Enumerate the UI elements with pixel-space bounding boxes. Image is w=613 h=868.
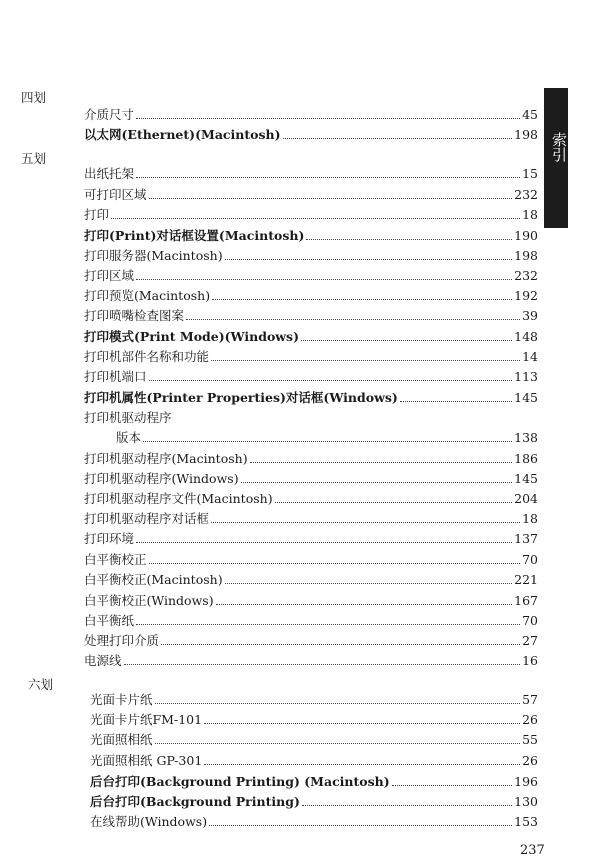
- index-entry-page: 196: [514, 774, 538, 789]
- index-entry: [84, 106, 538, 124]
- dot-leader: [216, 604, 513, 605]
- index-entry-page: 18: [522, 511, 538, 526]
- index-entry: [90, 773, 538, 791]
- index-entry: [84, 409, 538, 427]
- dot-leader: [306, 239, 512, 240]
- section-heading-five-strokes: 五划: [21, 151, 47, 166]
- index-entry-term: 打印服务器(Macintosh): [84, 248, 223, 263]
- index-entry: [116, 429, 538, 447]
- index-entry: [84, 267, 538, 285]
- index-entry-page: 130: [514, 794, 538, 809]
- index-entry: [84, 287, 538, 305]
- dot-leader: [301, 340, 512, 341]
- dot-leader: [225, 259, 513, 260]
- dot-leader: [111, 218, 520, 219]
- index-entry-term: 出纸托架: [84, 166, 135, 181]
- dot-leader: [136, 177, 520, 178]
- dot-leader: [149, 380, 513, 381]
- index-entry: [90, 691, 538, 709]
- index-entry: [90, 813, 538, 831]
- index-entry-term: 电源线: [84, 653, 122, 668]
- dot-leader: [143, 441, 512, 442]
- index-entry: [84, 652, 538, 670]
- index-entry-term: 后台打印(Background Printing): [90, 794, 300, 809]
- index-entry: [84, 389, 538, 407]
- index-entry-page: 153: [514, 814, 538, 829]
- index-entry: [84, 227, 538, 245]
- index-entry: [84, 368, 538, 386]
- index-entry-term: 打印机端口: [84, 369, 147, 384]
- index-entry: [90, 752, 538, 770]
- index-entry-term: 打印机驱动程序(Windows): [84, 471, 239, 486]
- dot-leader: [136, 118, 520, 119]
- index-entry-term: 版本: [116, 430, 142, 445]
- index-entry: [84, 632, 538, 650]
- index-entry-page: 137: [514, 531, 538, 546]
- index-entry-page: 192: [514, 288, 538, 303]
- index-entry-term: 打印机驱动程序对话框: [84, 511, 210, 526]
- index-entry-page: 190: [514, 228, 538, 243]
- index-entry-term: 打印预览(Macintosh): [84, 288, 211, 303]
- index-entry-page: 14: [522, 349, 538, 364]
- index-entry-term: 打印机部件名称和功能: [84, 349, 210, 364]
- dot-leader: [212, 299, 512, 300]
- index-entry: [84, 307, 538, 325]
- index-entry: [84, 571, 538, 589]
- index-entry: [84, 165, 538, 183]
- index-entry-page: 26: [522, 712, 538, 727]
- index-entry-term: 白平衡校正(Windows): [84, 593, 214, 608]
- index-entry-term: 打印机驱动程序(Macintosh): [84, 451, 248, 466]
- index-entry-term: 白平衡校正: [84, 552, 147, 567]
- index-entry-term: 打印机驱动程序文件(Macintosh): [84, 491, 273, 506]
- dot-leader: [400, 401, 512, 402]
- index-entry-page: 70: [522, 613, 538, 628]
- dot-leader: [186, 319, 520, 320]
- index-entry-page: 55: [522, 732, 538, 747]
- dot-leader: [204, 723, 520, 724]
- index-entry-page: 39: [522, 308, 538, 323]
- index-entry-term: 打印环境: [84, 531, 135, 546]
- page-number: 237: [520, 843, 545, 858]
- index-entry: [84, 551, 538, 569]
- dot-leader: [225, 583, 513, 584]
- index-entry: [84, 328, 538, 346]
- index-entry-page: 138: [514, 430, 538, 445]
- index-entry-term: 打印机驱动程序: [84, 410, 172, 425]
- index-entry-term: 光面卡片纸: [90, 692, 153, 707]
- index-entry-term: 可打印区域: [84, 187, 147, 202]
- index-entry: [84, 348, 538, 366]
- index-entry-page: 167: [514, 593, 538, 608]
- index-entry-page: 198: [514, 248, 538, 263]
- index-tab-label: 索引: [550, 132, 568, 162]
- index-entry-term: 在线帮助(Windows): [90, 814, 208, 829]
- index-entry-page: 26: [522, 753, 538, 768]
- dot-leader: [275, 502, 513, 503]
- dot-leader: [302, 805, 512, 806]
- index-entry: [84, 247, 538, 265]
- dot-leader: [204, 764, 520, 765]
- index-entry-term: 光面照相纸 GP-301: [90, 753, 203, 768]
- index-entry-page: 145: [514, 471, 538, 486]
- index-entry-page: 198: [514, 127, 538, 142]
- dot-leader: [155, 703, 521, 704]
- index-entry-page: 113: [514, 369, 538, 384]
- index-entry-page: 145: [514, 390, 538, 405]
- dot-leader: [250, 462, 513, 463]
- index-entry-page: 16: [522, 653, 538, 668]
- index-entry: [84, 450, 538, 468]
- index-entry: [84, 592, 538, 610]
- dot-leader: [241, 482, 513, 483]
- index-entry-page: 232: [514, 268, 538, 283]
- index-entry: [90, 731, 538, 749]
- index-entry-page: 57: [522, 692, 538, 707]
- index-entry-page: 204: [514, 491, 538, 506]
- index-entry-page: 148: [514, 329, 538, 344]
- dot-leader: [136, 542, 512, 543]
- index-entry: [84, 612, 538, 630]
- section-heading-four-strokes: 四划: [21, 90, 47, 105]
- index-entry-term: 打印(Print)对话框设置(Macintosh): [84, 228, 305, 243]
- dot-leader: [149, 563, 521, 564]
- section-heading-six-strokes: 六划: [28, 677, 54, 692]
- index-entry-page: 186: [514, 451, 538, 466]
- index-entry: [84, 126, 538, 144]
- index-entry: [84, 186, 538, 204]
- index-entry: [84, 206, 538, 224]
- dot-leader: [136, 624, 520, 625]
- index-entry-term: 介质尺寸: [84, 107, 135, 122]
- index-entry-term: 处理打印介质: [84, 633, 160, 648]
- index-side-tab: [544, 88, 568, 228]
- dot-leader: [211, 360, 520, 361]
- index-entry-page: 45: [522, 107, 538, 122]
- dot-leader: [124, 664, 521, 665]
- index-entry-term: 打印区域: [84, 268, 135, 283]
- index-entry-term: 白平衡校正(Macintosh): [84, 572, 223, 587]
- index-entry-term: 以太网(Ethernet)(Macintosh): [84, 127, 281, 142]
- index-entry-term: 光面照相纸: [90, 732, 153, 747]
- index-entry: [84, 510, 538, 528]
- dot-leader: [161, 644, 520, 645]
- index-entry: [84, 470, 538, 488]
- dot-leader: [155, 743, 521, 744]
- index-entry-page: 221: [514, 572, 538, 587]
- dot-leader: [149, 198, 513, 199]
- index-entry-term: 打印: [84, 207, 110, 222]
- index-entry-term: 后台打印(Background Printing) (Macintosh): [90, 774, 390, 789]
- dot-leader: [209, 825, 512, 826]
- index-entry-page: 232: [514, 187, 538, 202]
- dot-leader: [211, 522, 520, 523]
- index-entry-page: 27: [522, 633, 538, 648]
- index-entry: [90, 711, 538, 729]
- dot-leader: [136, 279, 512, 280]
- index-entry: [84, 490, 538, 508]
- dot-leader: [392, 785, 512, 786]
- index-entry: [84, 530, 538, 548]
- index-entry-page: 70: [522, 552, 538, 567]
- index-entry-term: 白平衡纸: [84, 613, 135, 628]
- index-entry-term: 打印模式(Print Mode)(Windows): [84, 329, 300, 344]
- index-entry-term: 光面卡片纸FM-101: [90, 712, 203, 727]
- index-entry-term: 打印喷嘴检查图案: [84, 308, 185, 323]
- index-entry: [90, 793, 538, 811]
- dot-leader: [283, 138, 513, 139]
- index-entry-page: 15: [522, 166, 538, 181]
- index-entry-term: 打印机属性(Printer Properties)对话框(Windows): [84, 390, 398, 405]
- index-entry-page: 18: [522, 207, 538, 222]
